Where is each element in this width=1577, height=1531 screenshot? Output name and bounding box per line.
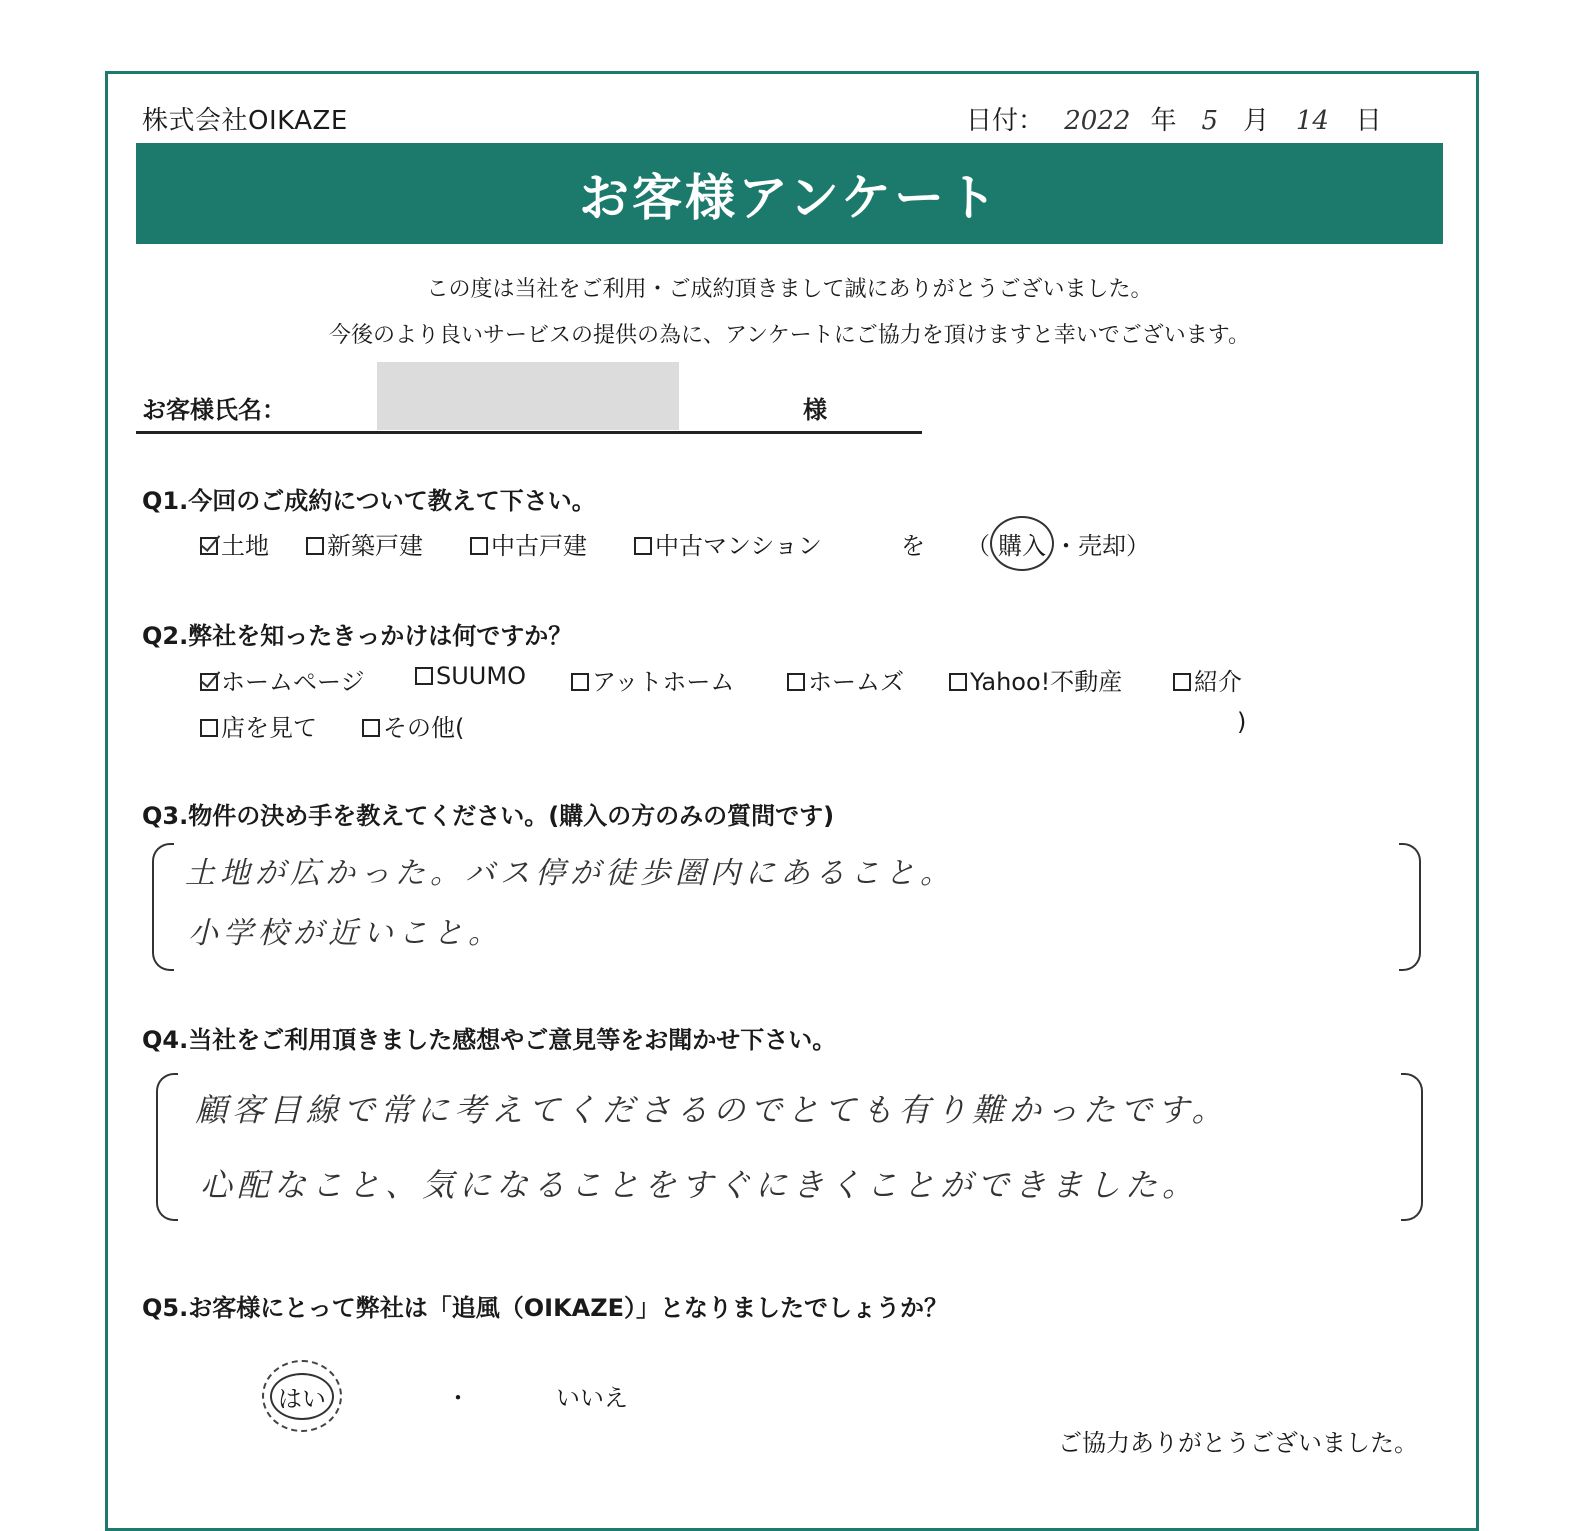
q2-option-other: その他(	[362, 708, 464, 743]
q4-answer-line-1: 顧客目線で常に考えてくださるのでとても有り難かったです。	[195, 1091, 1229, 1129]
checkbox	[949, 673, 967, 691]
q1-sell: 売却	[1078, 532, 1126, 560]
footer-thanks: ご協力ありがとうございました。	[1058, 1429, 1418, 1457]
checkbox	[470, 537, 488, 555]
company-name: 株式会社OIKAZE	[142, 106, 348, 136]
date-year: 2022	[1064, 106, 1131, 136]
date-day: 14	[1295, 106, 1329, 136]
q3-answer-line-2: 小学校が近いこと。	[188, 916, 503, 951]
page-title: お客様アンケート	[136, 143, 1443, 244]
q2-option-store: 店を見て	[200, 708, 317, 743]
q2-other-close: )	[1237, 708, 1247, 736]
customer-name-redacted	[377, 362, 679, 430]
q2-option-referral: 紹介	[1173, 662, 1242, 697]
q2-option-suumo: SUUMO	[415, 662, 526, 690]
q1-option-new-house: 新築戸建	[306, 526, 423, 561]
checkbox	[1173, 673, 1191, 691]
customer-name-suffix: 様	[803, 396, 827, 424]
checkbox	[787, 673, 805, 691]
customer-name-label: お客様氏名：	[142, 396, 286, 424]
checkbox	[362, 719, 380, 737]
checkbox	[571, 673, 589, 691]
q4-question: Q4.当社をご利用頂きました感想やご意見等をお聞かせ下さい。	[142, 1026, 837, 1054]
q2-option-yahoo: Yahoo!不動産	[949, 662, 1122, 697]
q2-option-homepage: ホームページ	[200, 662, 365, 697]
q1-option-land: 土地	[200, 526, 269, 561]
checkbox-checked	[200, 673, 218, 691]
q5-separator: ・	[446, 1384, 470, 1412]
survey-date	[966, 100, 1382, 137]
intro-line-1: この度は当社をご利用・ご成約頂きまして誠にありがとうございました。	[426, 277, 1153, 302]
q3-question: Q3.物件の決め手を教えてください。(購入の方のみの質問です)	[142, 802, 835, 830]
date-label: 日付：	[966, 106, 1045, 136]
q4-answer-line-2: 心配なこと、気になることをすぐにきくことができました。	[200, 1166, 1200, 1204]
q3-bracket-right	[1399, 843, 1421, 971]
q3-bracket-left	[152, 843, 174, 971]
date-year-unit: 年	[1150, 106, 1177, 136]
q5-no: いいえ	[556, 1384, 628, 1412]
q3-answer-line-1: 土地が広かった。バス停が徒歩圏内にあること。	[185, 856, 955, 891]
q1-option-used-condo: 中古マンション	[634, 526, 822, 561]
checkbox	[634, 537, 652, 555]
q4-bracket-left	[156, 1073, 178, 1221]
q1-question: Q1.今回のご成約について教えて下さい。	[142, 487, 596, 515]
date-month: 5	[1201, 106, 1219, 136]
checkbox	[415, 667, 433, 685]
q1-wo: を	[901, 532, 925, 560]
date-day-unit: 日	[1355, 106, 1382, 136]
q2-question: Q2.弊社を知ったきっかけは何ですか？	[142, 622, 573, 650]
q1-buy-circled: 購入	[990, 516, 1054, 571]
q5-question: Q5.お客様にとって弊社は「追風（OIKAZE）」となりましたでしょうか？	[142, 1294, 949, 1322]
q5-yes-circled	[262, 1360, 342, 1432]
checkbox-checked	[200, 537, 218, 555]
date-month-unit: 月	[1243, 106, 1270, 136]
q2-option-athome: アットホーム	[571, 662, 734, 697]
customer-name-underline	[136, 431, 922, 434]
intro-line-2: 今後のより良いサービスの提供の為に、アンケートにご協力を頂けますと幸いでございます。	[329, 323, 1250, 348]
q4-bracket-right	[1401, 1073, 1423, 1221]
q2-option-homes: ホームズ	[787, 662, 904, 697]
checkbox	[200, 719, 218, 737]
q1-option-used-house: 中古戸建	[470, 526, 587, 561]
q1-purchase-sale: （ 購入 ・売却）	[966, 526, 1150, 561]
checkbox	[306, 537, 324, 555]
q5-yes: はい	[270, 1373, 334, 1420]
